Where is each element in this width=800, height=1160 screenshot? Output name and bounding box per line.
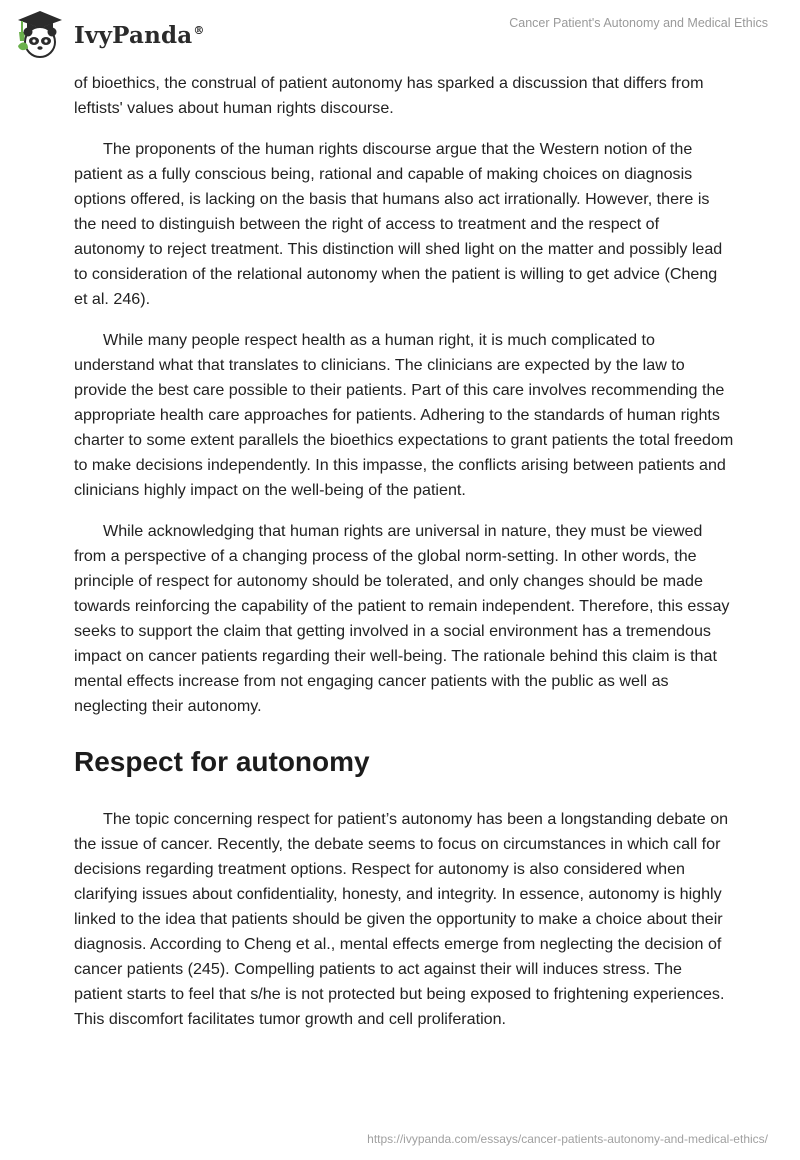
paragraph: While many people respect health as a human right, it is much complicated to understand what that translates to clinicians. The clinicians are expected by the law to provide the best care possible to their patients. Part of this care involves recommending the appropriate health care approaches for patients. Adhering to the standards of human rights charter to some extent parallels the bioethics expectations to grant patients the total freedom to make decisions independently. In this impasse, the conflicts arising between patients and clinicians highly impact on the well-being of the patient. bbox=[74, 331, 734, 499]
paragraph: of bioethics, the construal of patient autonomy has sparked a discussion that differs from leftists' values about human rights discourse. bbox=[74, 74, 704, 117]
page-header bbox=[0, 0, 800, 70]
document-title: Cancer Patient's Autonomy and Medical Ethics bbox=[509, 16, 768, 30]
paragraph: While acknowledging that human rights are universal in nature, they must be viewed from a perspective of a changing process of the global norm-setting. In other words, the principle of respect for autonomy should be tolerated, and only changes should be made towards reinforcing the capability of the patient to remain independent. Therefore, this essay seeks to support the claim that getting involved in a social environment has a tremendous impact on cancer patients regarding their well-being. The rationale behind this claim is that mental effects increase from not engaging cancer patients with the public as well as neglecting their autonomy. bbox=[74, 522, 730, 715]
panda-graduation-cap-icon bbox=[14, 8, 66, 60]
registered-mark: ® bbox=[193, 23, 205, 37]
paragraph: The proponents of the human rights discourse argue that the Western notion of the patient as a fully conscious being, rational and capable of making choices on diagnosis options offered, is lacking on the basis that humans also act irrationally. However, there is the need to distinguish between the right of access to treatment and the respect of autonomy to reject treatment. This distinction will shed light on the matter and possibly lead to consideration of the relational autonomy when the patient is willing to get advice (Cheng et al. 246). bbox=[74, 140, 723, 308]
source-url[interactable]: https://ivypanda.com/essays/cancer-patients-autonomy-and-medical-ethics/ bbox=[367, 1132, 768, 1146]
paragraph: The topic concerning respect for patient’s autonomy has been a longstanding debate on the issue of cancer. Recently, the debate seems to focus on circumstances in which call for decisions regarding treatment options. Respect for autonomy is also considered when clarifying issues about confidentiality, honesty, and integrity. In essence, autonomy is highly linked to the idea that patients should be given the opportunity to make a choice about their diagnosis. According to Cheng et al., mental effects emerge from neglecting the decision of cancer patients (245). Compelling patients to act against their will induces stress. The patient starts to feel that s/he is not protected but being exposed to frightening experiences. This discomfort facilitates tumor growth and cell proliferation. bbox=[74, 810, 729, 1028]
article-body bbox=[74, 71, 734, 1048]
brand-name bbox=[74, 22, 205, 49]
ivypanda-logo[interactable] bbox=[14, 8, 205, 60]
section-heading: Respect for autonomy bbox=[74, 746, 370, 777]
brand-name-text: IvyPanda bbox=[74, 21, 193, 49]
